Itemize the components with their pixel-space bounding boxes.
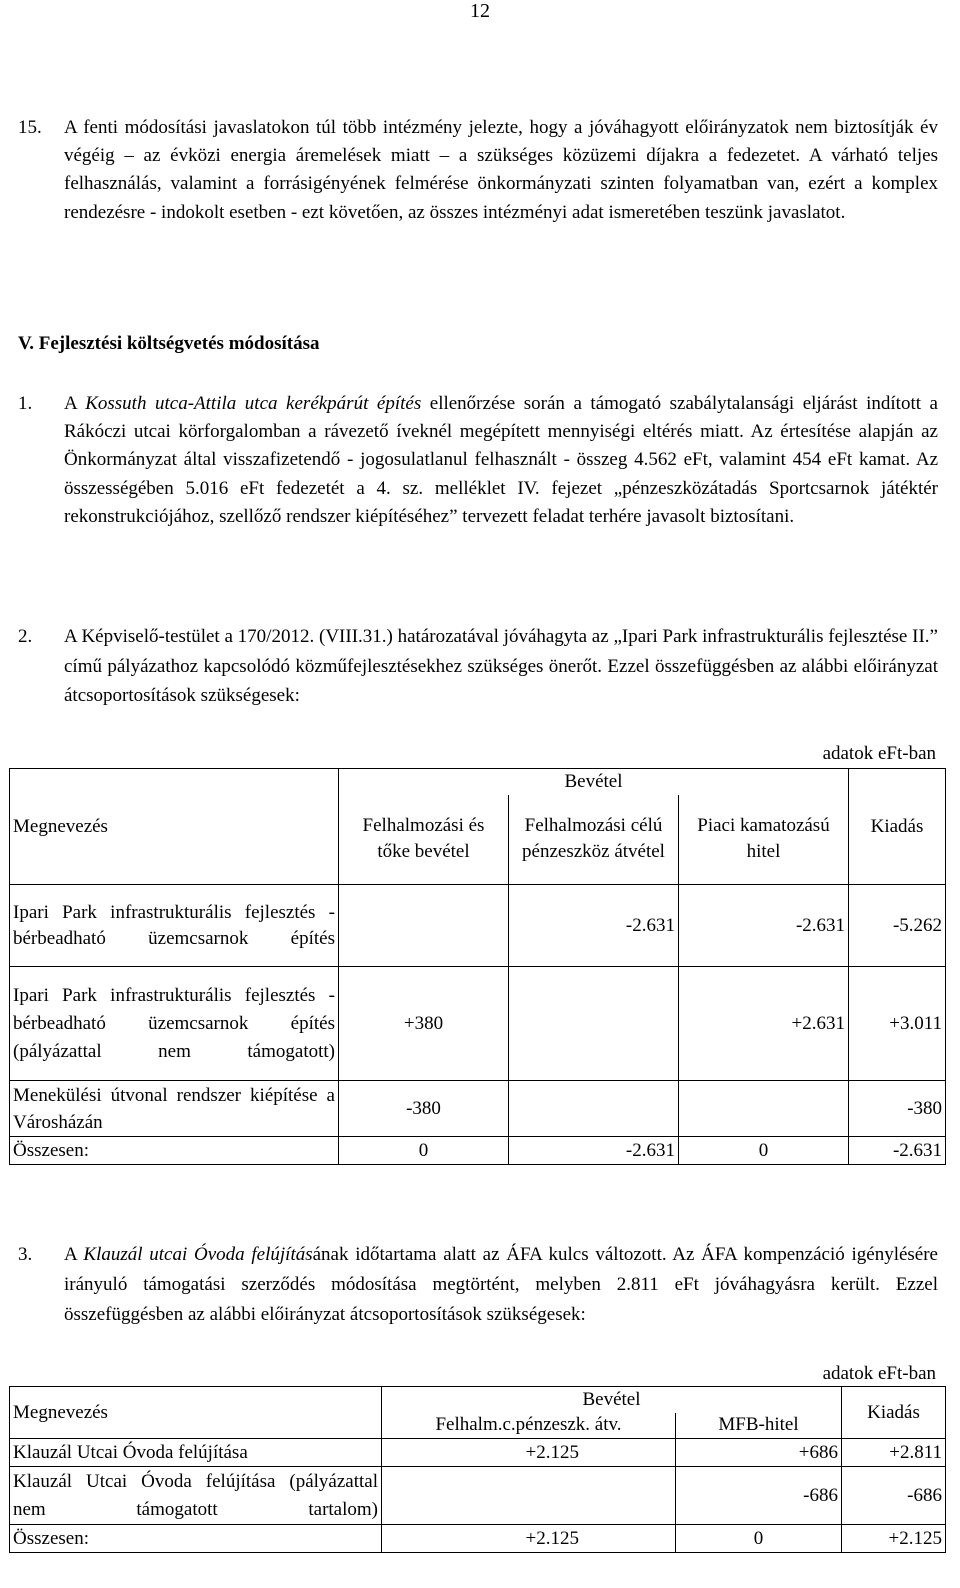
- reallocation-table-2: [9, 1386, 946, 1553]
- row-col3: -686: [842, 1467, 946, 1525]
- total-col1: 0: [339, 1137, 509, 1165]
- row-col3: -2.631: [679, 885, 849, 967]
- page-number: 12: [470, 0, 490, 22]
- row-col4: +3.011: [849, 967, 946, 1081]
- table-unit-label: adatok eFt-ban: [822, 1363, 936, 1384]
- total-label: Összesen:: [10, 1525, 382, 1553]
- table-row: [10, 967, 946, 1081]
- row-col2: [509, 967, 679, 1081]
- total-col3: 0: [679, 1137, 849, 1165]
- row-col1: +2.125: [382, 1439, 676, 1467]
- header-revenue-group: Bevétel: [339, 769, 849, 795]
- item-number: 2.: [18, 626, 33, 647]
- header-expense: Kiadás: [842, 1387, 946, 1439]
- row-col2: +686: [676, 1439, 842, 1467]
- row-name: Klauzál Utcai Óvoda felújítása: [10, 1439, 382, 1467]
- table-row: [10, 885, 946, 967]
- total-col3: +2.125: [842, 1525, 946, 1553]
- item-number: 1.: [18, 393, 33, 414]
- total-col4: -2.631: [849, 1137, 946, 1165]
- project-name: Klauzál utcai Óvoda felújítás: [83, 1244, 313, 1265]
- item-2: [18, 622, 938, 711]
- table-row: [10, 1439, 946, 1467]
- header-expense: Kiadás: [849, 769, 946, 885]
- total-col1: +2.125: [382, 1525, 676, 1553]
- row-col1: [382, 1467, 676, 1525]
- item-text: A Kossuth utca-Attila utca kerékpárút építés ellenőrzése során a támogató szabálytalansági eljárást indított a Rákóczi utcai körforgalomban a rávezető íveknél megépített mennyiségi eltérés miatt. Az értesítése alapján az Önkormányzat által visszafizetendő - jogosulatlanul felhasznált - összeg 4.562 eFt, valamint 454 eFt kamat. Az összességében 5.016 eFt fedezetét a 4. sz. melléklet IV. fejezet „pénzeszközátadás Sportcsarnok játéktér rekonstrukciójához, szellőző rendszer kiépítéséhez” tervezett feladat terhére javasolt biztosítani.: [64, 393, 938, 527]
- row-col4: -380: [849, 1081, 946, 1137]
- row-name: Ipari Park infrastrukturális fejlesztés - bérbeadható üzemcsarnok építés (pályázattal nem támogatott): [10, 967, 339, 1081]
- item-number: 3.: [18, 1244, 33, 1265]
- row-col1: -380: [339, 1081, 509, 1137]
- item-text: A Klauzál utcai Óvoda felújításának időtartama alatt az ÁFA kulcs változott. Az ÁFA kompenzáció igénylésére irányuló támogatási szerződés módosítása megtörtént, melyben 2.811 eFt jóváhagyásra került. Ezzel összefüggésben az alábbi előirányzat átcsoportosítások szükségesek:: [64, 1244, 938, 1325]
- table-total-row: [10, 1525, 946, 1553]
- paragraph-15: [18, 114, 938, 227]
- header-capital-revenue: Felhalmozási és tőke bevétel: [339, 795, 509, 885]
- header-name: Megnevezés: [10, 1387, 382, 1439]
- row-col2: -2.631: [509, 885, 679, 967]
- item-3: [18, 1240, 938, 1330]
- row-name: Menekülési útvonal rendszer kiépítése a Városházán: [10, 1081, 339, 1137]
- project-name: Kossuth utca-Attila utca kerékpárút építés: [85, 393, 422, 414]
- row-col2: -686: [676, 1467, 842, 1525]
- item-1: [18, 390, 938, 531]
- table-unit-label: adatok eFt-ban: [822, 743, 936, 764]
- header-transfer-received: Felhalm.c.pénzeszk. átv.: [382, 1413, 676, 1439]
- total-col2: 0: [676, 1525, 842, 1553]
- row-col1: [339, 885, 509, 967]
- total-label: Összesen:: [10, 1137, 339, 1165]
- row-col3: +2.811: [842, 1439, 946, 1467]
- table-row: [10, 1467, 946, 1525]
- header-market-loan: Piaci kamatozású hitel: [679, 795, 849, 885]
- header-name: Megnevezés: [10, 769, 339, 885]
- reallocation-table-1: [9, 768, 946, 1165]
- row-col4: -5.262: [849, 885, 946, 967]
- table-total-row: [10, 1137, 946, 1165]
- row-name: Klauzál Utcai Óvoda felújítása (pályázattal nem támogatott tartalom): [10, 1467, 382, 1525]
- row-col3: [679, 1081, 849, 1137]
- section-heading: V. Fejlesztési költségvetés módosítása: [18, 333, 320, 354]
- row-col3: +2.631: [679, 967, 849, 1081]
- row-name: Ipari Park infrastrukturális fejlesztés - bérbeadható üzemcsarnok építés: [10, 885, 339, 967]
- row-col1: +380: [339, 967, 509, 1081]
- item-text: A Képviselő-testület a 170/2012. (VIII.31.) határozatával jóváhagyta az „Ipari Park infrastrukturális fejlesztése II.” című pályázathoz kapcsolódó közműfejlesztésekhez szükséges önerőt. Ezzel összefüggésben az alábbi előirányzat átcsoportosítások szükségesek:: [64, 626, 938, 706]
- header-revenue-group: Bevétel: [382, 1387, 842, 1413]
- paragraph-text: A fenti módosítási javaslatokon túl több intézmény jelezte, hogy a jóváhagyott előirányzatok nem biztosítják év végéig – az évközi energia áremelések miatt – a szükséges közüzemi díjakra a fedezetet. A várható teljes felhasználás, valamint a forrásigényének felmérése önkormányzati szinten folyamatban van, ezért a komplex rendezésre - indokolt esetben - ezt követően, az összes intézményi adat ismeretében teszünk javaslatot.: [64, 117, 938, 223]
- paragraph-number: 15.: [18, 117, 42, 138]
- total-col2: -2.631: [509, 1137, 679, 1165]
- header-transfer-received: Felhalmozási célú pénzeszköz átvétel: [509, 795, 679, 885]
- row-col2: [509, 1081, 679, 1137]
- header-mfb-loan: MFB-hitel: [676, 1413, 842, 1439]
- table-row: [10, 1081, 946, 1137]
